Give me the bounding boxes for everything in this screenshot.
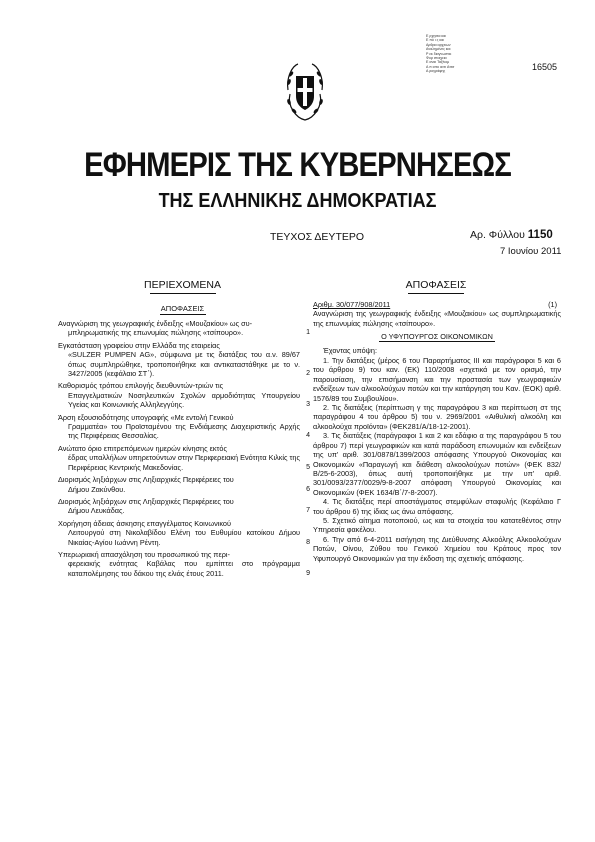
toc-subheading: ΑΠΟΦΑΣΕΙΣ: [160, 304, 205, 313]
toc-item[interactable]: [58, 550, 310, 578]
toc-item-text: Υπερωριακή απασχόληση του προσωπικού της περι-: [58, 549, 230, 559]
toc-item-text: Λειτουργού στη Νικολαβίδου Ελένη του Ευθυμίου κατοίκου Δήμου Νικαίας-Αγίου Ιωάννη Ρέντη.: [68, 528, 300, 547]
greek-coat-of-arms-emblem: [284, 60, 326, 122]
toc-item-text: «SULZER PUMPEN AG», σύμφωνα με τις διατάξεις του α.ν. 89/67 όπως συμπληρώθηκε, τροποποιήθηκε και αντικαταστάθηκε με το ν. 3427/2005 (κεφάλαιο ΣΤ΄).: [68, 350, 300, 379]
toc-item-text: Δήμου Λευκάδας.: [68, 506, 125, 516]
side-note-line: Αναλημένες και: [426, 47, 451, 52]
side-note-line: Ε πό ι ς και: [426, 38, 445, 43]
toc-item[interactable]: [58, 381, 310, 409]
toc-item-text: φερειακής ενότητας Καβάλας που εμπίπτει στο πρόγραμμα καταπολέμησης του δάκου της ελιάς έτους 2011.: [68, 559, 300, 578]
toc-item-page: 3: [306, 401, 310, 409]
decision-paragraph: 4. Τις διατάξεις περί αποστάγματος στεμφύλων σταφυλής (Κεφάλαιο Γ του άρθρου 6) της ίδιας ως άνω απόφασης.: [313, 497, 561, 516]
toc-item-text: Ανώτατο όριο επιτρεπόμενων ημερών κίνησης εκτός: [58, 443, 228, 453]
toc-item-text: μπληρωματικής της επωνυμίας πώλησης «τσίπουρο».: [68, 328, 244, 338]
sheet-label: Αρ. Φύλλου: [470, 229, 525, 241]
toc-item-page: 7: [306, 507, 310, 515]
toc-list: [58, 319, 310, 581]
toc-item-text: Επαγγελματικών Νοσηλευτικών Σχολών αρμοδιότητας Υπουργείου Υγείας και Κοινωνικής Αλληλεγγύης.: [68, 390, 300, 410]
decision-considering: Έχοντας υπόψη:: [323, 345, 377, 355]
toc-item[interactable]: [58, 444, 310, 472]
toc-item-text: Διορισμός ληξιάρχων στις Ληξιαρχικές Περιφέρειες του: [58, 496, 234, 506]
decisions-heading-underline: [408, 293, 464, 294]
decision-ref-label: Αριθμ. 30/077/908/2011: [313, 300, 391, 309]
toc-item-page: 9: [306, 569, 310, 577]
decision-paragraph: 1. Την διατάξεις (μέρος 6 του Παραρτήματος ΙΙΙ και παράγραφοι 5 και 6 του άρθρου 9) του καν. (ΕΚ) 110/2008 «σχετικά με τον ορισμό, την παρουσίαση, την επισήμανση και την προστασία των γεωγραφικών ενδείξεων των αλκοολούχων ποτών και την κατάργηση του Καν. (ΕΟΚ) αριθ. 1576/89 του Συμβουλίου».: [313, 356, 561, 403]
decision-minister: Ο ΥΦΥΠΟΥΡΓΟΣ ΟΙΚΟΝΟΜΙΚΩΝ: [381, 332, 493, 342]
decision-body: [313, 300, 561, 563]
toc-item-text: Αναγνώριση της γεωγραφικής ένδειξης «Μουζακίου» ως συ-: [58, 319, 253, 328]
side-note-line: Ε ρχησια και: [426, 34, 447, 38]
decision-ref-number: (1): [548, 300, 557, 309]
toc-item[interactable]: [58, 497, 310, 516]
toc-item-page: 4: [306, 432, 310, 440]
gazette-title: ΕΦΗΜΕΡΙΣ ΤΗΣ ΚΥΒΕΡΝΗΣΕΩΣ: [84, 146, 511, 184]
sheet-number: [470, 229, 553, 241]
toc-item-page: 8: [306, 538, 310, 546]
toc-item-page: 2: [306, 370, 310, 378]
toc-item-text: Καθορισμός τρόπου επιλογής διευθυντών-τριών τις: [58, 381, 224, 391]
toc-item[interactable]: [58, 341, 310, 379]
toc-item[interactable]: [58, 413, 310, 441]
toc-item-text: Εγκατάσταση γραφείου στην Ελλάδα της εταιρείας: [58, 340, 220, 350]
toc-heading-underline: [150, 293, 216, 294]
decision-reference: [313, 300, 561, 309]
issue-label: ΤΕΥΧΟΣ ΔΕΥΤΕΡΟ: [270, 231, 365, 243]
gazette-subtitle: ΤΗΣ ΕΛΛΗΝΙΚΗΣ ΔΗΜΟΚΡΑΤΙΑΣ: [158, 190, 437, 212]
decisions-heading: ΑΠΟΦΑΣΕΙΣ: [405, 279, 467, 291]
decision-title: Αναγνώριση της γεωγραφικής ένδειξης «Μουζακίου» ως συμπληρωματικής της επωνυμίας πώλησης «τσίπουρο».: [313, 309, 561, 328]
toc-item[interactable]: [58, 319, 310, 338]
toc-item-text: Δήμου Ζακύνθου.: [68, 484, 126, 494]
side-note-line: Α ρογράφης: [426, 69, 446, 74]
toc-heading: ΠΕΡΙΕΧΟΜΕΝΑ: [143, 279, 222, 291]
side-note-line: Ε αναι Ταξίνομ: [426, 60, 450, 65]
issue-date: 7 Ιουνίου 2011: [500, 246, 562, 257]
toc-item-page: 6: [306, 485, 310, 493]
toc-item[interactable]: [58, 519, 310, 547]
sheet-number-value: 1150: [527, 229, 553, 241]
toc-item-text: Χορήγηση άδειας άσκησης επαγγέλματος Κοινωνικού: [58, 518, 231, 528]
side-note-line: Αρθρα αρχειων: [426, 42, 451, 47]
toc-item-page: 5: [306, 463, 310, 471]
page-number: 16505: [532, 62, 558, 72]
toc-item-text: έδρας υπαλλήλων υπηρετούντων στην Περιφερειακή Ενότητα Κιλκίς της Περιφέρειας Κεντρικής Μακεδονίας.: [68, 453, 300, 472]
side-note-line: Φυρ στοιχεια: [426, 56, 447, 61]
decision-paragraph: 6. Την από 6-4-2011 εισήγηση της Διεύθυνσης Αλκοόλης Αλκοολούχων Ποτών, Οίνου, Ζύθου του Γενικού Χημείου του Κράτους προς τον Υφυπουργό Οικονομικών για την έκδοση της σχετικής απόφασης.: [313, 534, 561, 563]
side-note-line: Α π ιστο αντι Αττσ: [426, 64, 455, 69]
decision-authority: [313, 332, 561, 341]
toc-item-text: Γραμματέα» του Προϊσταμένου της Ενδιάμεσης Διαχειριστικής Αρχής της Περιφέρειας Θεσσαλίας.: [68, 422, 300, 441]
toc-item-page: 1: [306, 329, 310, 337]
side-note-line: Ρ εκ διαγνωστικ: [426, 51, 452, 56]
toc-item-text: Άρση εξουσιοδότησης υπογραφής «Με εντολή Γενικού: [58, 412, 234, 422]
toc-item[interactable]: [58, 475, 310, 494]
toc-item-text: Διορισμός ληξιάρχων στις Ληξιαρχικές Περιφέρειες του: [58, 475, 234, 485]
decision-paragraph: 3. Τις διατάξεις (παράγραφοι 1 και 2 και εδάφιο α της παραγράφου 5 του άρθρου 7) περί γεωγραφικών και κατά παράδοση επωνυμιών και ενδείξεων της υπ' αριθ. 301/0878/1399/2003 απόφασης Υπουργού Οικονομίας και Οικονομικών «Παραγωγή και διάθεση αλκοολούχων ποτών» (ΦΕΚ 832/Β/25-6-2003), όπως αυτή τροποποιήθηκε με την υπ' αριθ. 301/0093/2377/0029/9-8-2007 απόφαση Υπουργού Οικονομίας και Οικονομικών (ΦΕΚ 1634/Β΄/7-8-2007).: [313, 431, 561, 497]
decision-paragraph: 2. Τις διατάξεις (περίπτωση γ της παραγράφου 3 και περίπτωση στ της παραγράφου 4 του άρθρου 5) του ν. 2969/2001 «Αιθυλική αλκοόλη και αλκοολούχα προϊόντα» (ΦΕΚ281/Α/18-12-2001).: [313, 403, 561, 431]
toc-subheading-underline: [160, 314, 206, 315]
masthead-side-note: [426, 34, 486, 74]
decision-paragraph: 5. Σχετικό αίτημα ποτοποιού, ως και τα στοιχεία του κατατεθέντος στην Υπηρεσία φακέλου.: [313, 515, 561, 535]
